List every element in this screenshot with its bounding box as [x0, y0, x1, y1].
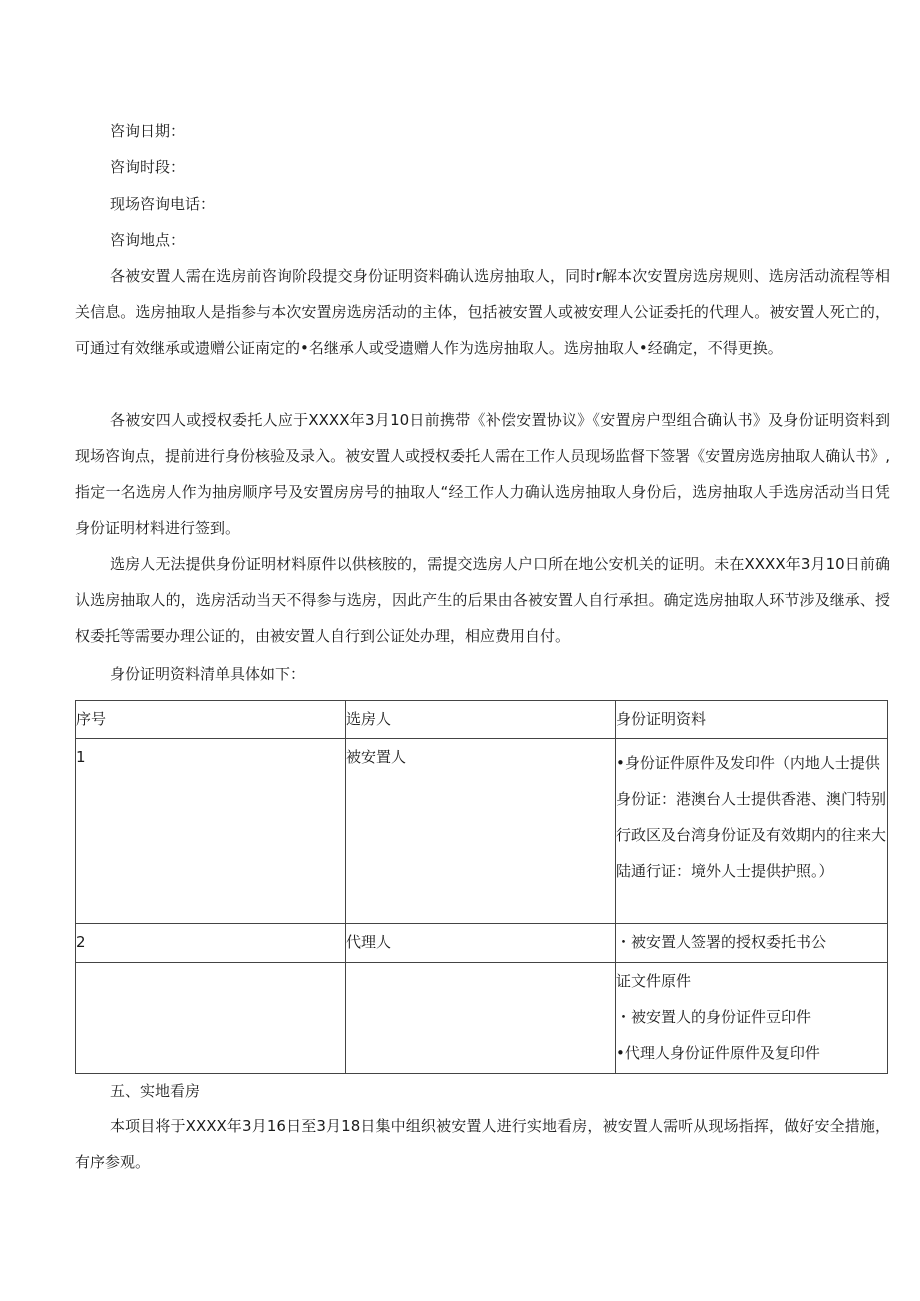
row-documents — [616, 739, 888, 924]
row-documents — [616, 963, 888, 1074]
row-person: 代理人 — [346, 924, 616, 963]
document-item: •身份证件原件及发印件（内地人士提供身份证：港澳台人士提供香港、澳门特别行政区及台湾身份证及有效期内的往来大陆通行证：境外人士提供护照。） — [616, 754, 887, 880]
document-item: 证文件原件 — [616, 972, 692, 990]
consult-date-label: 咨询日期： — [110, 122, 186, 140]
consult-period-label: 咨询时段： — [110, 158, 186, 176]
row-number: 1 — [76, 739, 346, 924]
row-documents — [616, 924, 888, 963]
paragraph-no-documents: 选房人无法提供身份证明材料原件以供核胺的，需提交选房人户口所在地公安机关的证明。未在XXXX年3月10日前确认选房抽取人的，选房活动当天不得参与选房，因此产生的后果由各被安置人自行承担。确定选房抽取人环节涉及继承、授权委托等需要办理公证的，由被安置人自行到公证处办理，相应费用自付。 — [75, 555, 890, 645]
paragraph-verification: 各被安四人或授权委托人应于XXXX年3月10日前携带《补偿安置协议》《安置房户型组合确认书》及身份证明资料到现场咨询点，提前进行身份核验及录入。被安置人或授权委托人需在工作人员现场监督下签署《安置房选房抽取人确认书》,指定一名选房人作为抽房顺序号及安置房房号的抽取人“经工作人力确认选房抽取人身份后，选房抽取人手选房活动当日凭身份证明材料进行签到。 — [75, 411, 890, 537]
section-five-body: 本项目将于XXXX年3月16日至3月18日集中组织被安置人进行实地看房，被安置人需听从现场指挥，做好安全措施，有序参观。 — [75, 1117, 890, 1171]
table-row — [76, 924, 888, 963]
list-intro: 身份证明资料清单具体如下： — [110, 665, 306, 683]
document-item: ・被安置人签署的授权委托书公 — [616, 933, 827, 951]
row-number: 2 — [76, 924, 346, 963]
row-person: 被安置人 — [346, 739, 616, 924]
table-header-row — [76, 701, 888, 739]
row-person — [346, 963, 616, 1074]
consult-phone-label: 现场咨询电话： — [110, 195, 216, 213]
section-five-title: 五、实地看房 — [110, 1082, 201, 1100]
id-documents-table — [75, 700, 888, 1074]
header-person: 选房人 — [346, 701, 616, 739]
header-number: 序号 — [76, 701, 346, 739]
paragraph-selection-rules: 各被安置人需在选房前咨询阶段提交身份证明资料确认选房抽取人，同时r解本次安置房选房规则、选房活动流程等相关信息。选房抽取人是指参与本次安置房选房活动的主体，包括被安置人或被安理人公证委托的代理人。被安置人死亡的，可通过有效继承或遗赠公证南定的•名继承人或受遗赠人作为选房抽取人。选房抽取人•经确定，不得更换。 — [75, 267, 890, 357]
table-row — [76, 963, 888, 1074]
row-number — [76, 963, 346, 1074]
consult-location-label: 咨询地点： — [110, 231, 186, 249]
document-item: ・被安置人的身份证件豆印件 — [616, 1008, 812, 1026]
header-documents: 身份证明资料 — [616, 701, 888, 739]
table-row — [76, 739, 888, 924]
document-item: •代理人身份证件原件及复印件 — [616, 1044, 820, 1062]
